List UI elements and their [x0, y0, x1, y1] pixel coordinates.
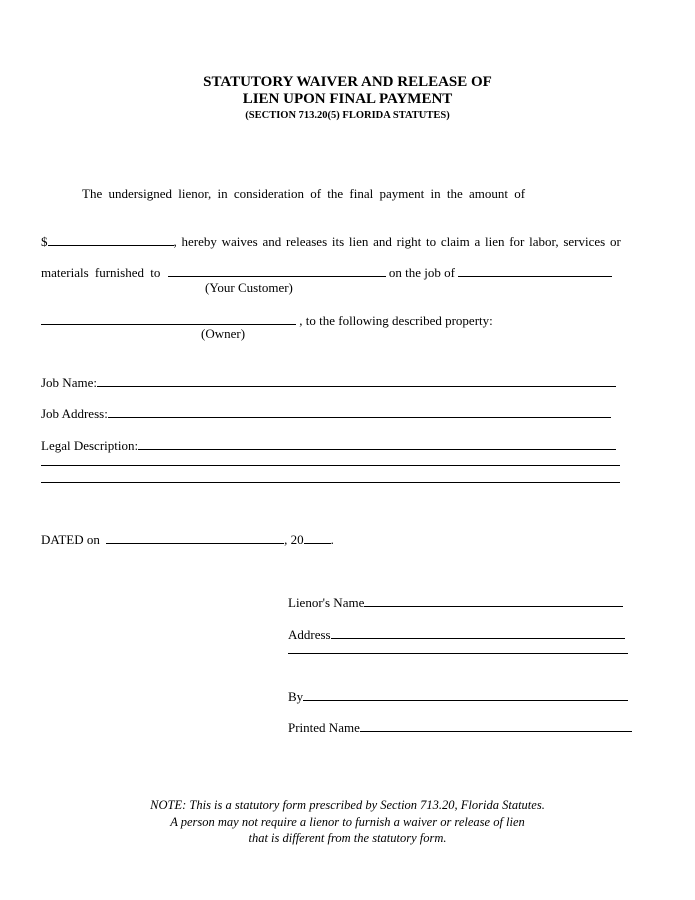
property-text: , to the following described property: [299, 313, 493, 328]
year-prefix: , 20 [284, 532, 304, 547]
legal-description-line-3[interactable] [41, 482, 620, 483]
year-blank[interactable] [304, 531, 331, 544]
by-blank[interactable] [303, 688, 628, 701]
dated-suffix: . [330, 532, 334, 547]
printed-name-label: Printed Name [288, 720, 360, 735]
address-row [288, 626, 625, 643]
legal-description-label: Legal Description: [41, 438, 139, 453]
amount-blank[interactable] [48, 233, 174, 246]
date-blank[interactable] [106, 531, 284, 544]
materials-line [41, 264, 612, 281]
form-subtitle: (SECTION 713.20(5) FLORIDA STATUTES) [245, 110, 450, 121]
dollar-sign: $ [41, 234, 48, 249]
customer-blank[interactable] [168, 264, 386, 277]
address-blank[interactable] [331, 626, 625, 639]
on-job-of-text: on the job of [388, 265, 455, 280]
by-row [288, 688, 628, 705]
job-name-blank[interactable] [97, 374, 616, 387]
legal-description-row [41, 437, 616, 454]
note-line-3: that is different from the statutory form. [248, 831, 447, 845]
intro-text: The undersigned lienor, in consideration of the final payment in the amount of [82, 186, 526, 201]
by-label: By [288, 689, 304, 704]
note-line-1: NOTE: This is a statutory form prescribed by Section 713.20, Florida Statutes. [150, 798, 545, 812]
dated-prefix: DATED on [41, 532, 100, 547]
lienors-name-blank[interactable] [364, 594, 623, 607]
legal-description-line-2[interactable] [41, 465, 620, 466]
your-customer-label: (Your Customer) [205, 280, 293, 295]
waiver-text: , hereby waives and releases its lien and right to claim a lien for labor, services or [173, 234, 621, 249]
owner-label: (Owner) [201, 326, 246, 341]
owner-blank[interactable] [41, 312, 296, 325]
job-name-row [41, 374, 616, 391]
form-title-line-1: STATUTORY WAIVER AND RELEASE OF [203, 74, 492, 90]
owner-line [41, 312, 493, 329]
legal-description-blank[interactable] [138, 437, 616, 450]
address-label: Address [288, 627, 331, 642]
lienors-name-label: Lienor's Name [288, 595, 365, 610]
dated-row [41, 531, 334, 548]
job-name-label: Job Name: [41, 375, 97, 390]
job-address-row [41, 405, 611, 422]
job-address-label: Job Address: [41, 406, 108, 421]
lienors-name-row [288, 594, 623, 611]
job-address-blank[interactable] [108, 405, 611, 418]
address-line-2[interactable] [288, 653, 628, 654]
materials-prefix: materials furnished to [41, 265, 161, 280]
note-line-2: A person may not require a lienor to furnish a waiver or release of lien [170, 815, 525, 829]
form-title-line-2: LIEN UPON FINAL PAYMENT [242, 91, 453, 107]
amount-line [41, 233, 621, 250]
printed-name-row [288, 719, 632, 736]
job-of-blank[interactable] [458, 264, 612, 277]
printed-name-blank[interactable] [360, 719, 632, 732]
